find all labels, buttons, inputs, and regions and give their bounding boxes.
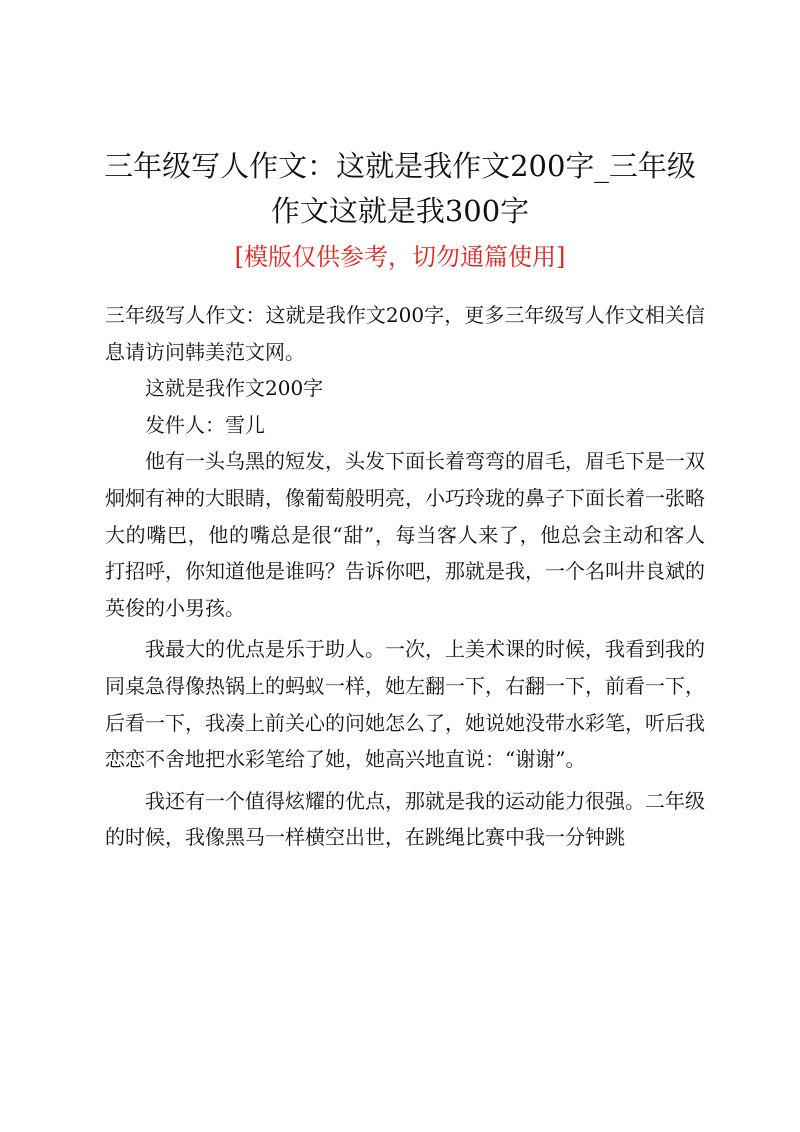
title-line-2: 作文这就是我300字 [270,194,530,228]
document-title [90,144,710,234]
template-notice: [模版仅供参考，切勿通篇使用] [234,243,566,271]
intro-paragraph: 三年级写人作文：这就是我作文200字，更多三年级写人作文相关信息请访问韩美范文网。 [105,303,705,364]
title-line-1: 三年级写人作文：这就是我作文200字_三年级 [104,149,696,183]
sender-line: 发件人：雪儿 [145,412,265,437]
body-paragraph-3: 我还有一个值得炫耀的优点，那就是我的运动能力很强。二年级的时候，我像黑马一样横空出世，在跳绳比赛中我一分钟跳 [105,788,705,850]
document-body [105,297,705,856]
body-paragraph-2: 我最大的优点是乐于助人。一次，上美术课的时候，我看到我的同桌急得像热锅上的蚂蚁一样，她左翻一下，右翻一下，前看一下，后看一下，我凑上前关心的问她怎么了，她说她没带水彩笔，听后我恋恋不舍地把水彩笔给了她，她高兴地直说：“谢谢”。 [105,637,705,772]
essay-title: 这就是我作文200字 [145,376,324,401]
body-paragraph-1: 他有一头乌黑的短发，头发下面长着弯弯的眉毛，眉毛下是一双炯炯有神的大眼睛，像葡萄般明亮，小巧玲珑的鼻子下面长着一张略大的嘴巴，他的嘴总是很“甜”，每当客人来了，他总会主动和客人打招呼，你知道他是谁吗？告诉你吧，那就是我，一个名叫井良斌的英俊的小男孩。 [105,449,705,620]
